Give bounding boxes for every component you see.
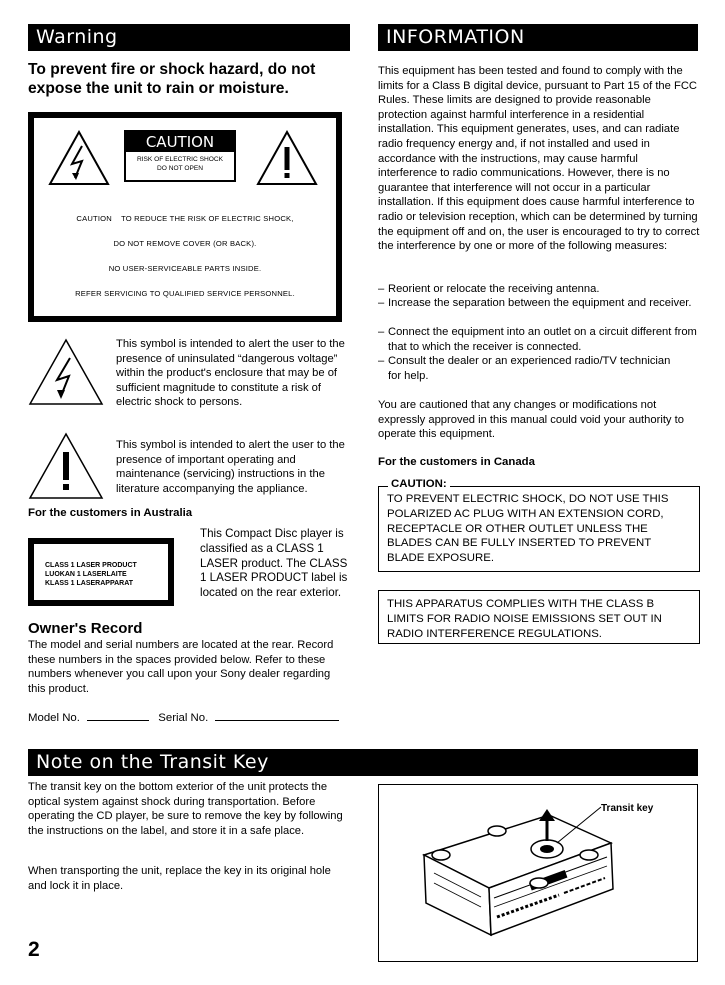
warning-header: Warning: [28, 24, 350, 51]
lightning-triangle-icon: [48, 130, 110, 186]
lightning-triangle-icon: [28, 338, 104, 406]
laser-text: This Compact Disc player is classified as a CLASS 1 LASER product. The CLASS 1 LASER PRODUCT label is located on the rear exterior.: [200, 527, 348, 600]
serial-number-field[interactable]: [215, 710, 339, 721]
owners-record-text: The model and serial numbers are located at the rear. Record these numbers in the spaces provided below. Refer to these numbers whenever you call upon your Sony dealer regarding this product.: [28, 639, 334, 695]
caution-panel: [28, 112, 342, 322]
information-header: INFORMATION: [378, 24, 698, 51]
panel-line-3: NO USER-SERVICEABLE PARTS INSIDE.: [108, 264, 262, 273]
exclamation-triangle-icon: [256, 130, 318, 186]
caution-label-box: [124, 130, 236, 182]
panel-line-2: DO NOT REMOVE COVER (OR BACK).: [113, 239, 257, 248]
measure-item: – Connect the equipment into an outlet on a circuit different from that to which the receiver is connected.: [378, 326, 697, 353]
page-number: 2: [28, 938, 40, 961]
caution-sub1: RISK OF ELECTRIC SHOCK: [136, 156, 224, 163]
panel-line-4: REFER SERVICING TO QUALIFIED SERVICE PERSONNEL.: [75, 289, 295, 298]
canada-caution-box: [378, 486, 700, 572]
laser-label-line: CLASS 1 LASER PRODUCT: [45, 562, 137, 569]
caution-title: CAUTION: [126, 132, 234, 152]
information-para2: You are cautioned that any changes or modifications not expressly approved in this manual could void your authority to operate this equipment.: [378, 399, 684, 441]
model-serial-row: [28, 710, 339, 724]
transit-para1: The transit key on the bottom exterior of the unit protects the optical system against shock during transportation. Before operating the CD player, be sure to remove the key by following the instructions on the label, and store it in a safe place.: [28, 781, 343, 837]
measure-item: – Reorient or relocate the receiving antenna.: [378, 283, 600, 295]
warning-headline: To prevent fire or shock hazard, do not expose the unit to rain or moisture.: [28, 61, 316, 97]
symbol2-text: This symbol is intended to alert the user to the presence of important operating and maintenance (servicing) instructions in the literature accompanying the appliance.: [116, 439, 345, 495]
information-para1: This equipment has been tested and found to comply with the limits for a Class B digital device, pursuant to Part 15 of the FCC Rules. These limits are designed to provide reasonable protection against harmful interference in a residential installation. This equipment generates, uses, and can radiate radio frequency energy and, if not installed and used in accordance with the instructions, may cause harmful interference to radio communications. However, there is no guarantee that interference will not occur in a particular installation. If this equipment does cause harmful interference to radio or television reception, which can be determined by turning the equipment off and on, the user is encouraged to try to correct the interference by one or more of the following measures:: [378, 65, 700, 253]
canada-heading: For the customers in Canada: [378, 456, 535, 468]
caution-box-label: CAUTION:: [388, 478, 450, 490]
transit-figure: [378, 784, 698, 962]
transit-key-label: Transit key: [601, 803, 654, 814]
class-b-box: [378, 590, 700, 644]
measure-item: – Increase the separation between the equipment and receiver.: [378, 297, 692, 309]
class-b-text: THIS APPARATUS COMPLIES WITH THE CLASS B LIMITS FOR RADIO NOISE EMISSIONS SET OUT IN RADIO INTERFERENCE REGULATIONS.: [387, 598, 662, 640]
laser-label-line: LUOKAN 1 LASERLAITE: [45, 571, 127, 578]
owners-record-heading: Owner's Record: [28, 620, 143, 637]
caution-box-text: TO PREVENT ELECTRIC SHOCK, DO NOT USE THIS POLARIZED AC PLUG WITH AN EXTENSION CORD, RECEPTACLE OR OTHER OUTLET UNLESS THE BLADES CAN BE FULLY INSERTED TO PREVENT BLADE EXPOSURE.: [387, 493, 669, 565]
measure-item: – Consult the dealer or an experienced radio/TV technician for help.: [378, 355, 671, 382]
australia-heading: For the customers in Australia: [28, 507, 193, 519]
transit-header: Note on the Transit Key: [28, 749, 698, 776]
model-number-field[interactable]: [87, 710, 149, 721]
model-label: Model No.: [28, 712, 80, 724]
laser-label-line: KLASS 1 LASERAPPARAT: [45, 580, 134, 587]
symbol1-text: This symbol is intended to alert the user to the presence of uninsulated “dangerous voltage” within the product's enclosure that may be of sufficient magnitude to constitute a risk of electric shock to persons.: [116, 338, 345, 409]
serial-label: Serial No.: [158, 712, 209, 724]
exclamation-triangle-icon: [28, 432, 104, 500]
transit-para2: When transporting the unit, replace the key in its original hole and lock it in place.: [28, 865, 331, 892]
caution-sub2: DO NOT OPEN: [156, 165, 204, 172]
panel-line-1: CAUTION TO REDUCE THE RISK OF ELECTRIC SHOCK,: [76, 214, 294, 223]
laser-label: [28, 538, 174, 606]
